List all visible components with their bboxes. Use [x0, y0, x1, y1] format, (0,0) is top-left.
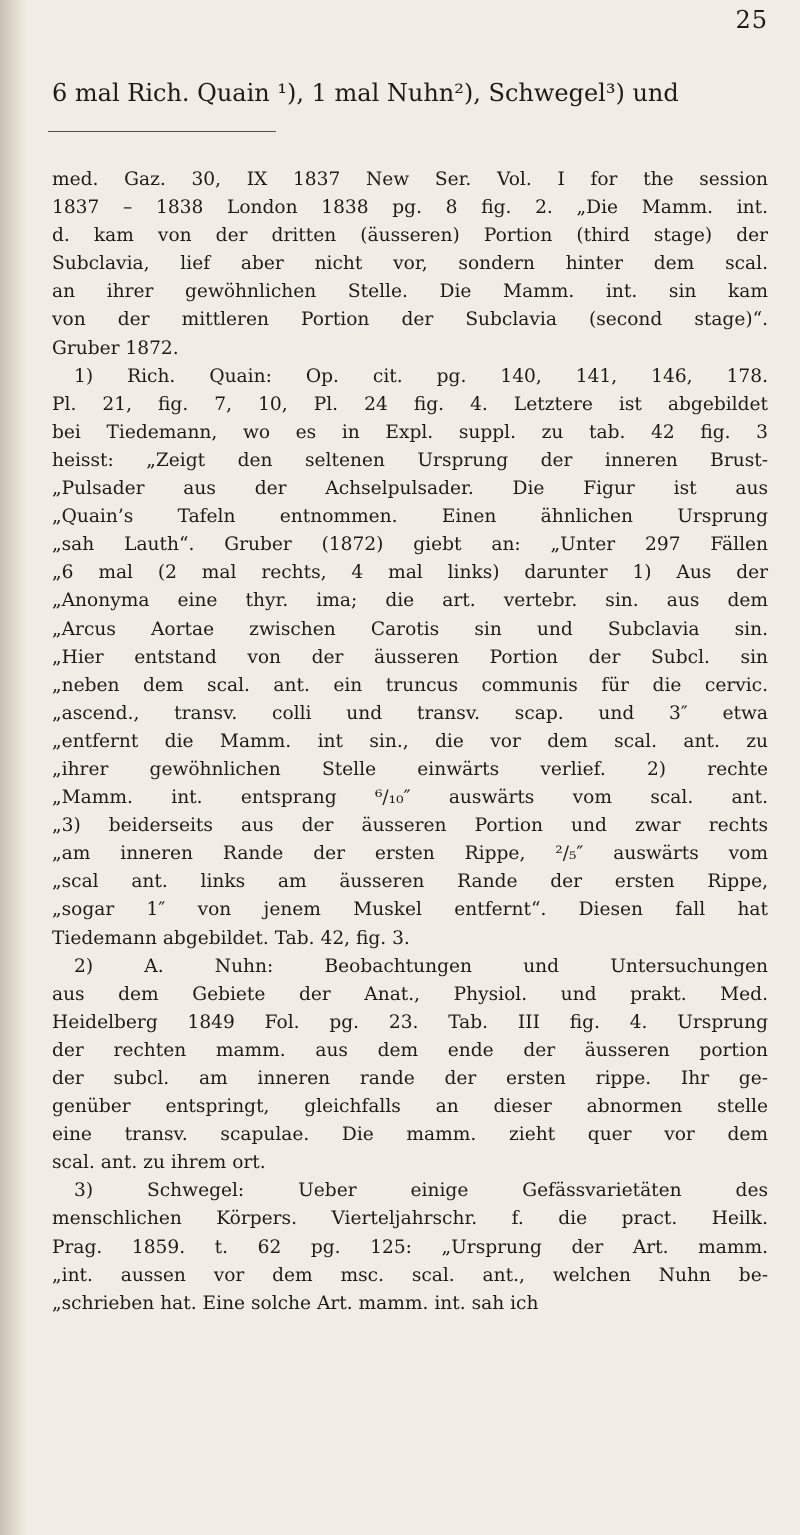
footnote-line: 1837 – 1838 London 1838 pg. 8 fig. 2. „Die Mamm. int. — [52, 197, 768, 219]
footnote-line: „Pulsader aus der Achselpulsader. Die Figur ist aus — [52, 478, 768, 500]
footnote-line: aus dem Gebiete der Anat., Physiol. und prakt. Med. — [52, 983, 768, 1005]
footnote-line: der rechten mamm. aus dem ende der äusseren portion — [52, 1039, 768, 1061]
footnotes — [52, 166, 768, 1318]
footnote-line: an ihrer gewöhnlichen Stelle. Die Mamm. int. sin kam — [52, 281, 768, 303]
footnote-line: von der mittleren Portion der Subclavia (second stage)“. — [52, 309, 768, 331]
footnote-line: „ascend., transv. colli und transv. scap. und 3″ etwa — [52, 702, 768, 724]
footnote-line: bei Tiedemann, wo es in Expl. suppl. zu tab. 42 fig. 3 — [52, 421, 768, 443]
footnote-line: „int. aussen vor dem msc. scal. ant., welchen Nuhn be- — [52, 1264, 768, 1286]
footnote-line: „Arcus Aortae zwischen Carotis sin und Subclavia sin. — [52, 618, 768, 640]
footnote-line: „Hier entstand von der äusseren Portion der Subcl. sin — [52, 646, 768, 668]
page-gutter-shadow — [0, 0, 26, 1535]
main-text-line: 6 mal Rich. Quain ¹), 1 mal Nuhn²), Schwegel³) und — [52, 79, 679, 107]
footnote-line: menschlichen Körpers. Vierteljahrschr. f. die pract. Heilk. — [52, 1208, 768, 1230]
footnote-line: „scal ant. links am äusseren Rande der ersten Rippe, — [52, 871, 768, 893]
page-number: 25 — [735, 6, 768, 34]
footnote-line: „3) beiderseits aus der äusseren Portion und zwar rechts — [52, 815, 768, 837]
footnote-line: Heidelberg 1849 Fol. pg. 23. Tab. III fig. 4. Ursprung — [52, 1011, 768, 1033]
footnote-line: heisst: „Zeigt den seltenen Ursprung der inneren Brust- — [52, 449, 768, 471]
footnote-line: genüber entspringt, gleichfalls an dieser abnormen stelle — [52, 1096, 768, 1118]
footnote-line: „Mamm. int. entsprang ⁶/₁₀″ auswärts vom scal. ant. — [52, 787, 768, 809]
footnote-line: eine transv. scapulae. Die mamm. zieht quer vor dem — [52, 1124, 768, 1146]
footnote-line: „schrieben hat. Eine solche Art. mamm. int. sah ich — [52, 1292, 539, 1314]
footnote-line: „Quain’s Tafeln entnommen. Einen ähnlichen Ursprung — [52, 506, 768, 528]
footnote-line: Prag. 1859. t. 62 pg. 125: „Ursprung der Art. mamm. — [52, 1236, 768, 1258]
footnote-line: „ihrer gewöhnlichen Stelle einwärts verlief. 2) rechte — [52, 758, 768, 780]
footnote-line: med. Gaz. 30, IX 1837 New Ser. Vol. I for the session — [52, 169, 768, 190]
footnote-line: 3) Schwegel: Ueber einige Gefässvarietäten des — [74, 1180, 768, 1202]
footnote-line: „neben dem scal. ant. ein truncus communis für die cervic. — [52, 674, 768, 696]
footnote-line: „6 mal (2 mal rechts, 4 mal links) darunter 1) Aus der — [52, 562, 768, 584]
footnote-line: „Anonyma eine thyr. ima; die art. vertebr. sin. aus dem — [52, 590, 768, 612]
footnote-line: Subclavia, lief aber nicht vor, sondern hinter dem scal. — [52, 253, 768, 275]
footnote-line: Gruber 1872. — [52, 337, 179, 359]
footnote-line: Tiedemann abgebildet. Tab. 42, fig. 3. — [52, 927, 410, 949]
footnote-line: 1) Rich. Quain: Op. cit. pg. 140, 141, 146, 178. — [74, 365, 768, 387]
footnote-line: „am inneren Rande der ersten Rippe, ²/₅″ auswärts vom — [52, 843, 768, 865]
footnote-line: 2) A. Nuhn: Beobachtungen und Untersuchungen — [74, 955, 768, 977]
footnote-line: scal. ant. zu ihrem ort. — [52, 1152, 266, 1174]
footnote-line: d. kam von der dritten (äusseren) Portion (third stage) der — [52, 225, 768, 247]
footnote-line: „sogar 1″ von jenem Muskel entfernt“. Diesen fall hat — [52, 899, 768, 921]
footnote-line: „entfernt die Mamm. int sin., die vor dem scal. ant. zu — [52, 730, 768, 752]
footnote-separator — [48, 131, 276, 132]
footnote-line: „sah Lauth“. Gruber (1872) giebt an: „Unter 297 Fällen — [52, 534, 768, 556]
footnote-line: Pl. 21, fig. 7, 10, Pl. 24 fig. 4. Letztere ist abgebildet — [52, 393, 768, 415]
footnote-line: der subcl. am inneren rande der ersten rippe. Ihr ge- — [52, 1068, 768, 1089]
